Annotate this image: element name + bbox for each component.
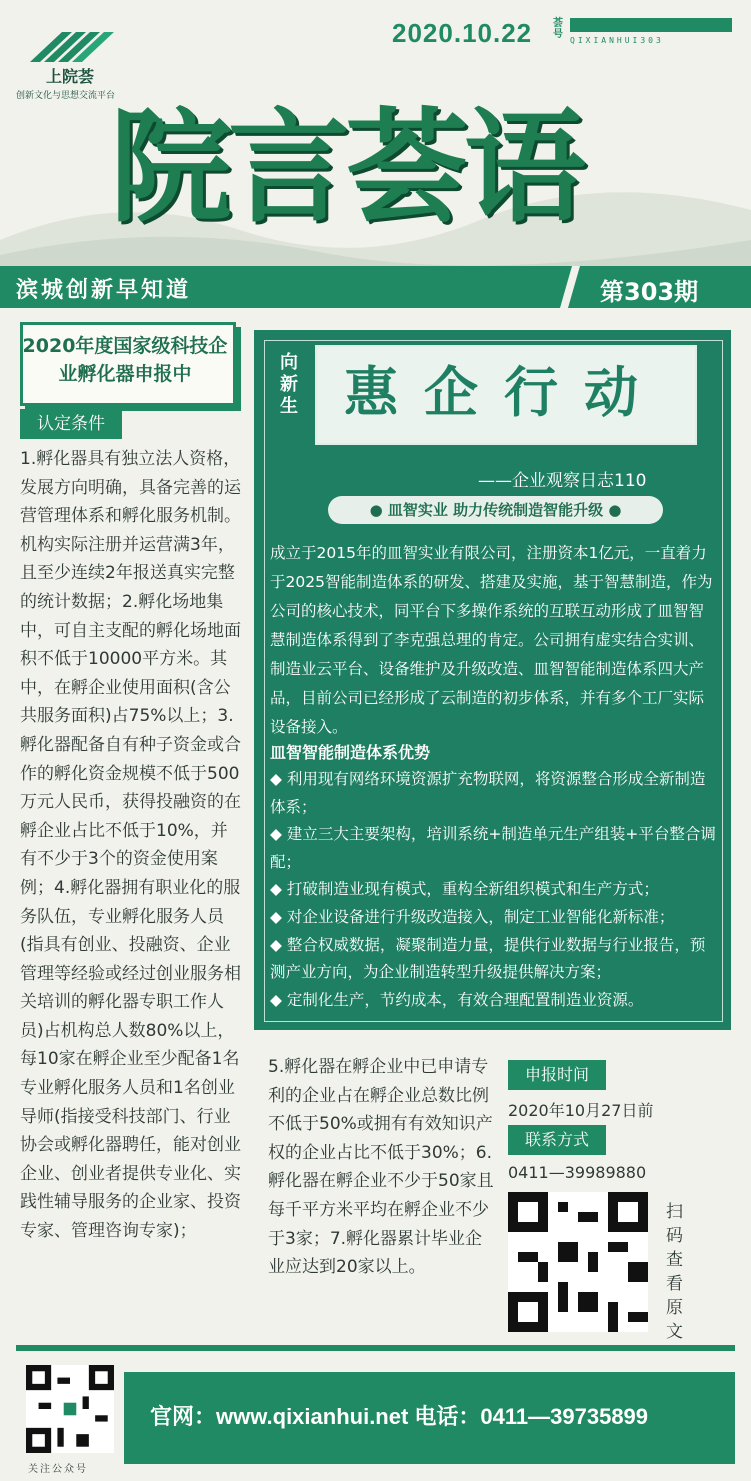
qr-code-icon[interactable] bbox=[508, 1192, 648, 1332]
footer-contact: 官网：www.qixianhui.net 电话：0411—39735899 bbox=[150, 1404, 649, 1429]
advantage-item: ◆ 对企业设备进行升级改造接入，制定工业智能化新标准； bbox=[270, 907, 675, 926]
issue-date: 2020.10.22 bbox=[392, 18, 533, 48]
wechat-qr-icon[interactable] bbox=[26, 1365, 114, 1453]
advantages-list bbox=[270, 766, 716, 1014]
advantage-item: ◆ 打破制造业现有模式，重构全新组织模式和生产方式； bbox=[270, 880, 659, 899]
left-title: 2020年度国家级科技企业孵化器申报中 bbox=[22, 335, 228, 385]
logo-text: 上院荟 bbox=[46, 67, 95, 86]
advantage-item: ◆ 整合权威数据，凝聚制造力量，提供行业数据与行业报告，预测产业方向，为企业制造转型升级提供解决方案； bbox=[270, 935, 706, 982]
feature-subtitle: ——企业观察日志110 bbox=[478, 471, 647, 491]
feature-title: 惠企行动 bbox=[344, 360, 664, 424]
scan-hint: 扫码查看原文 bbox=[666, 1202, 683, 1342]
logo-subtitle: 创新文化与思想交流平台 bbox=[16, 91, 116, 101]
conditions-label: 认定条件 bbox=[20, 409, 122, 439]
issue-bar bbox=[570, 18, 732, 32]
contact-phone: 0411—39989880 bbox=[508, 1163, 647, 1182]
contact-label: 联系方式 bbox=[508, 1125, 606, 1155]
follow-label: 关注公众号 bbox=[28, 1464, 88, 1475]
advantage-item: ◆ 利用现有网络环境资源扩充物联网，将资源整合形成全新制造体系； bbox=[270, 770, 706, 816]
feature-pill: ● 皿智实业 助力传统制造智能升级 ● bbox=[328, 496, 663, 524]
feature-tag-char: 向 bbox=[280, 352, 298, 373]
advantage-item: ◆ 定制化生产，节约成本，有效合理配置制造业资源。 bbox=[270, 990, 644, 1009]
banner-left-text: 滨城创新早知道 bbox=[16, 278, 192, 303]
issue-label: 荟号 bbox=[553, 18, 563, 40]
feature-tag bbox=[274, 352, 304, 418]
feature-body: 成立于2015年的皿智实业有限公司，注册资本1亿元，一直着力于2025智能制造体系的研发、搭建及实施，基于智慧制造，作为公司的核心技术，同平台下多操作系统的互联互动形成了皿智智慧制造体系得到了李克强总理的肯定。公司拥有虚实结合实训、制造业云平台、设备维护及升级改造、皿智智能制造体系四大产品，目前公司已经形成了云制造的初步体系，并有多个工厂实际设备接入。 bbox=[270, 544, 713, 736]
main-title: 院言荟语 bbox=[110, 95, 582, 239]
banner-issue-number: 第303期 bbox=[600, 278, 699, 306]
apply-time-label: 申报时间 bbox=[508, 1060, 606, 1090]
issue-code: QIXIANHUI303 bbox=[570, 36, 664, 45]
advantage-item: ◆ 建立三大主要架构，培训系统+制造单元生产组装+平台整合调配； bbox=[270, 825, 716, 871]
apply-date: 2020年10月27日前 bbox=[508, 1101, 654, 1120]
feature-tag-char: 新 bbox=[280, 374, 298, 395]
banner-divider bbox=[560, 266, 580, 308]
conditions-continued: 5.孵化器在孵企业中已申请专利的企业占在孵企业总数比例不低于50%或拥有有效知识产权的企业占比不低于30%；6.孵化器在孵企业不少于50家且每千平方米平均在孵企业不少于3家；7.孵化器累计毕业企业应达到20家以上。 bbox=[268, 1057, 494, 1278]
advantages-title: 皿智智能制造体系优势 bbox=[270, 743, 431, 762]
footer-divider bbox=[16, 1345, 735, 1351]
conditions-text: 1.孵化器具有独立法人资格，发展方向明确，具备完善的运营管理体系和孵化服务机制。机构实际注册并运营满3年，且至少连续2年报送真实完整的统计数据；2.孵化场地集中，可自主支配的孵化场地面积不低于10000平方米。其中，在孵企业使用面积(含公共服务面积)占75%以上；3.孵化器配备自有种子资金或合作的孵化资金规模不低于500万元人民币，获得投融资的在孵企业占比不低于10%，并有不少于3个的资金使用案例；4.孵化器拥有职业化的服务队伍，专业孵化服务人员(指具有创业、投融资、企业管理等经验或经过创业服务相关培训的孵化器专职工作人员)占机构总人数80%以上，每10家在孵企业至少配备1名专业孵化服务人员和1名创业导师(指接受科技部门、行业协会或孵化器聘任，能对创业企业、创业者提供专业化、实践性辅导服务的企业家、投资专家、管理咨询专家)； bbox=[20, 449, 241, 1242]
feature-tag-char: 生 bbox=[280, 396, 298, 417]
